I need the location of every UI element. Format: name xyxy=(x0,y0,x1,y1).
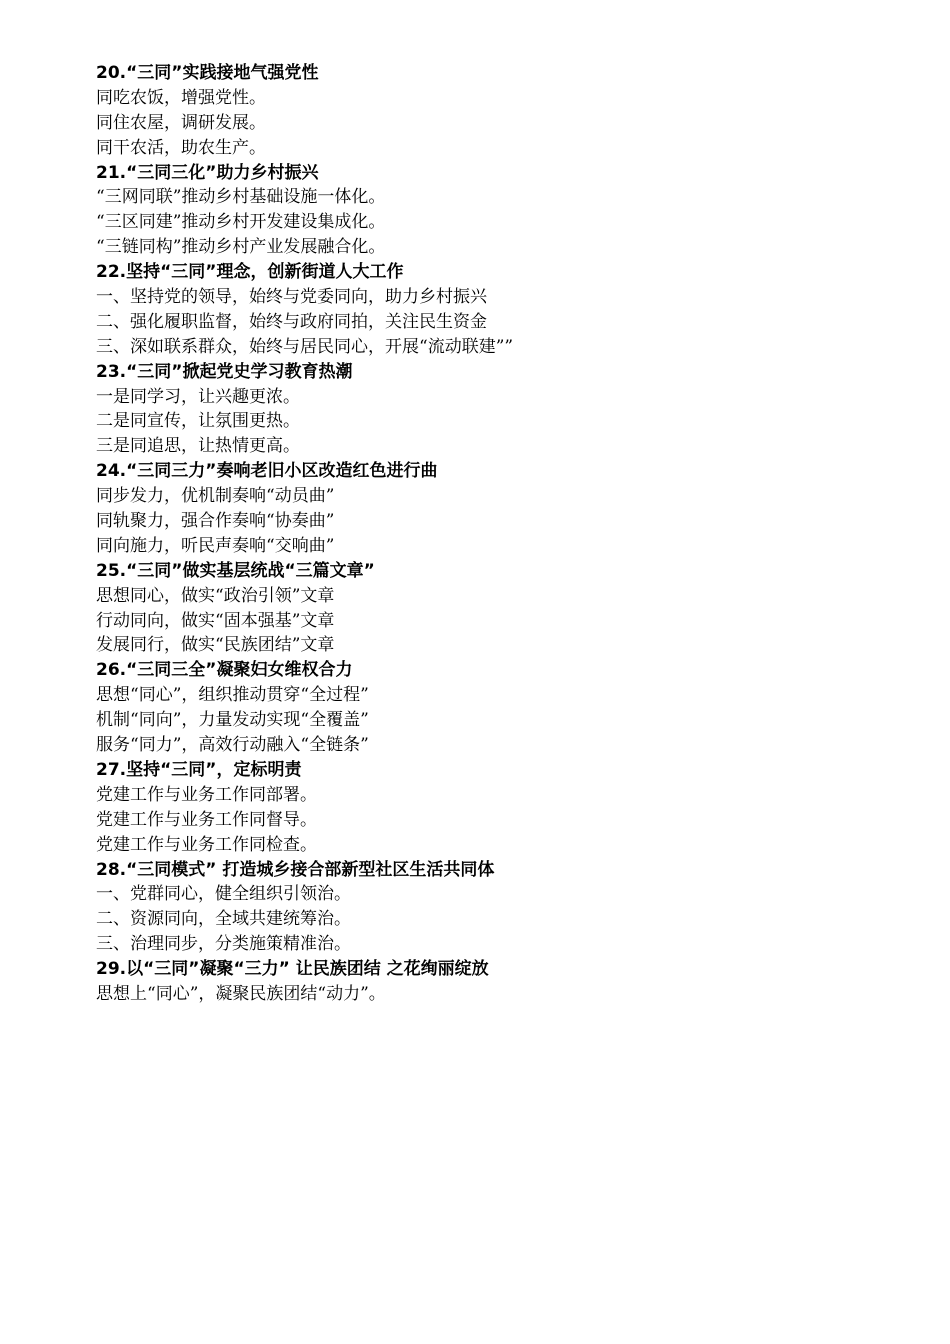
section-line: 服务“同力”，高效行动融入“全链条” xyxy=(96,735,369,756)
section-line: 党建工作与业务工作同检查。 xyxy=(96,834,317,855)
section-20 xyxy=(96,61,876,161)
section-line: 同轨聚力，强合作奏响“协奏曲” xyxy=(96,511,335,532)
section-line: 三是同追思，让热情更高。 xyxy=(96,436,300,457)
section-28 xyxy=(96,858,876,958)
section-line: 同步发力，优机制奏响“动员曲” xyxy=(96,486,335,507)
section-line: 发展同行，做实“民族团结”文章 xyxy=(96,635,335,656)
section-line: 一、党群同心，健全组织引领治。 xyxy=(96,884,351,905)
section-line: “三链同构”推动乡村产业发展融合化。 xyxy=(96,237,386,258)
section-heading: 23.“三同”掀起党史学习教育热潮 xyxy=(96,361,353,382)
section-line: 一、坚持党的领导，始终与党委同向，助力乡村振兴 xyxy=(96,287,487,308)
section-line: 同住农屋，调研发展。 xyxy=(96,112,266,133)
section-heading: 20.“三同”实践接地气强党性 xyxy=(96,63,319,83)
section-heading: 22.坚持“三同”理念，创新街道人大工作 xyxy=(96,262,404,283)
section-22 xyxy=(96,260,876,360)
section-heading: 25.“三同”做实基层统战“三篇文章” xyxy=(96,560,375,581)
section-line: 二、强化履职监督，始终与政府同拍，关注民生资金 xyxy=(96,311,487,332)
section-line: “三网同联”推动乡村基础设施一体化。 xyxy=(96,187,386,208)
section-line: 思想“同心”，组织推动贯穿“全过程” xyxy=(96,685,369,706)
section-line: 党建工作与业务工作同部署。 xyxy=(96,784,317,805)
section-heading: 21.“三同三化”助力乡村振兴 xyxy=(96,162,319,183)
section-heading: 28.“三同模式” 打造城乡接合部新型社区生活共同体 xyxy=(96,859,495,880)
section-26 xyxy=(96,658,876,758)
section-heading: 26.“三同三全”凝聚妇女维权合力 xyxy=(96,660,353,681)
section-heading: 24.“三同三力”奏响老旧小区改造红色进行曲 xyxy=(96,461,438,482)
section-line: 思想上“同心”，凝聚民族团结“动力”。 xyxy=(96,983,386,1004)
section-line: 同吃农饭，增强党性。 xyxy=(96,87,266,108)
section-23 xyxy=(96,360,876,460)
section-heading: 29.以“三同”凝聚“三力” 让民族团结 之花绚丽绽放 xyxy=(96,959,489,980)
section-line: 党建工作与业务工作同督导。 xyxy=(96,809,317,830)
section-line: 二、资源同向，全域共建统筹治。 xyxy=(96,909,351,930)
section-25 xyxy=(96,559,876,659)
section-heading: 27.坚持“三同”，定标明责 xyxy=(96,759,302,780)
section-line: 三、治理同步，分类施策精准治。 xyxy=(96,934,351,955)
section-24 xyxy=(96,459,876,559)
section-line: 一是同学习，让兴趣更浓。 xyxy=(96,386,300,407)
section-21 xyxy=(96,161,876,261)
section-line: 同向施力，听民声奏响“交响曲” xyxy=(96,535,335,556)
section-line: 二是同宣传，让氛围更热。 xyxy=(96,411,300,432)
section-29 xyxy=(96,957,876,1007)
section-line: 同干农活，助农生产。 xyxy=(96,137,266,158)
section-line: 三、深如联系群众，始终与居民同心，开展“流动联建”” xyxy=(96,336,514,357)
section-line: 思想同心，做实“政治引领”文章 xyxy=(96,585,335,606)
section-27 xyxy=(96,758,876,858)
section-line: “三区同建”推动乡村开发建设集成化。 xyxy=(96,212,386,233)
section-line: 行动同向，做实“固本强基”文章 xyxy=(96,610,335,631)
section-line: 机制“同向”，力量发动实现“全覆盖” xyxy=(96,710,369,731)
document-body xyxy=(96,61,876,1007)
